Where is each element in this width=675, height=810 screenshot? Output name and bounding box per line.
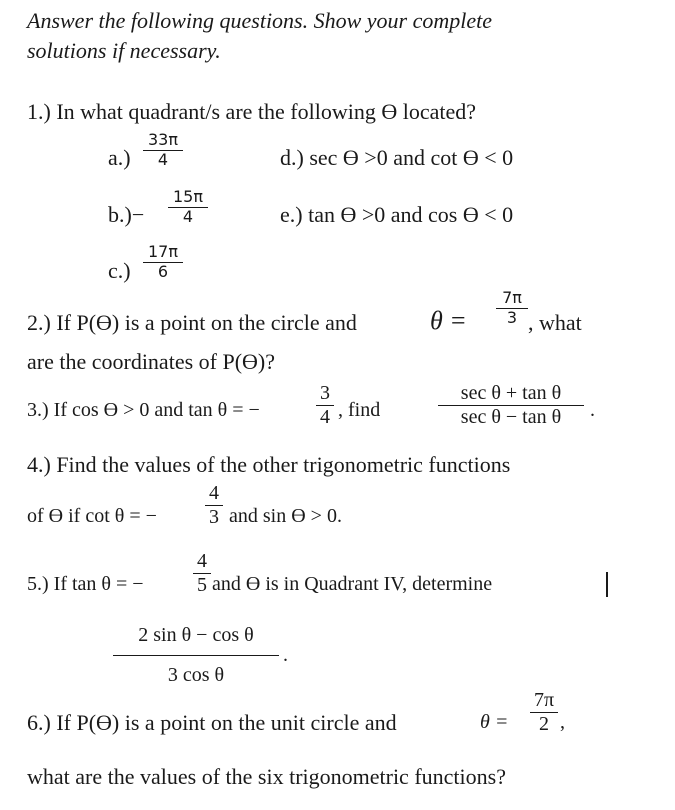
q1b-denominator: 4: [182, 206, 194, 226]
q5-expression-numerator: 2 sin θ − cos θ: [138, 624, 254, 646]
q6-fraction: [530, 690, 558, 735]
instructions-line-1: Answer the following questions. Show your complete: [27, 8, 493, 33]
q6-comma: ,: [560, 711, 565, 733]
q1b-label: b.)−: [108, 202, 145, 227]
q1e-item: e.) tan ϴ >0 and cos ϴ < 0: [280, 202, 514, 227]
q3-text-1: 3.) If cos ϴ > 0 and tan θ = −: [27, 399, 260, 421]
fraction-bar: [113, 655, 279, 656]
q1-stem: 1.) In what quadrant/s are the following ϴ located?: [27, 99, 477, 124]
q1a-denominator: 4: [157, 149, 169, 169]
q2-denominator: 3: [506, 307, 518, 327]
q1a-label: a.): [108, 145, 131, 170]
q4-text-2: and sin ϴ > 0.: [229, 505, 342, 527]
q5-numerator: 4: [197, 550, 207, 572]
q1a-fraction: [143, 132, 183, 169]
q3-expression: [438, 383, 584, 428]
q2-theta-equals: θ =: [430, 306, 467, 335]
q3-text-2: , find: [338, 399, 381, 421]
q5-text-1: 5.) If tan θ = −: [27, 573, 144, 595]
q2-text-1: 2.) If P(ϴ) is a point on the circle and: [27, 310, 357, 335]
q6-theta-equals: θ =: [480, 711, 509, 733]
q1a-numerator: 33π: [148, 130, 178, 149]
q5-fraction: [193, 551, 211, 596]
q2-line-2: are the coordinates of P(ϴ)?: [27, 349, 276, 374]
q1c-denominator: 6: [157, 261, 169, 281]
q3-expression-denominator: sec θ − tan θ: [460, 406, 562, 428]
q4-fraction: [205, 483, 223, 528]
q2-fraction: [496, 290, 528, 327]
q1c-fraction: [143, 244, 183, 281]
instructions-line-2: solutions if necessary.: [27, 38, 221, 63]
q4-text-1: of ϴ if cot θ = −: [27, 505, 157, 527]
q5-period: .: [283, 644, 288, 666]
text-cursor: [606, 572, 608, 597]
q4-denominator: 3: [209, 506, 219, 528]
q5-expression: [113, 625, 279, 686]
q5-denominator: 5: [197, 574, 207, 596]
q5-expression-denominator: 3 cos θ: [167, 664, 225, 686]
q6-numerator: 7π: [533, 689, 555, 711]
q6-denominator: 2: [539, 713, 549, 735]
q3-denominator: 4: [320, 406, 330, 428]
q3-expression-numerator: sec θ + tan θ: [460, 382, 562, 404]
q2-numerator: 7π: [502, 288, 522, 307]
q1b-numerator: 15π: [173, 187, 203, 206]
q3-numerator: 3: [320, 382, 330, 404]
q3-period: .: [590, 399, 595, 421]
q4-numerator: 4: [209, 482, 219, 504]
q1c-label: c.): [108, 258, 131, 283]
q6-text-1: 6.) If P(ϴ) is a point on the unit circle and: [27, 710, 397, 735]
q5-text-2: and ϴ is in Quadrant IV, determine: [212, 573, 493, 595]
q4-line-1: 4.) Find the values of the other trigonometric functions: [27, 452, 511, 477]
q1b-fraction: [168, 189, 208, 226]
q1d-item: d.) sec ϴ >0 and cot ϴ < 0: [280, 145, 514, 170]
q1c-numerator: 17π: [148, 242, 178, 261]
q3-fraction: [316, 383, 334, 428]
q2-text-2: , what: [528, 310, 582, 335]
q6-line-2: what are the values of the six trigonometric functions?: [27, 764, 506, 789]
